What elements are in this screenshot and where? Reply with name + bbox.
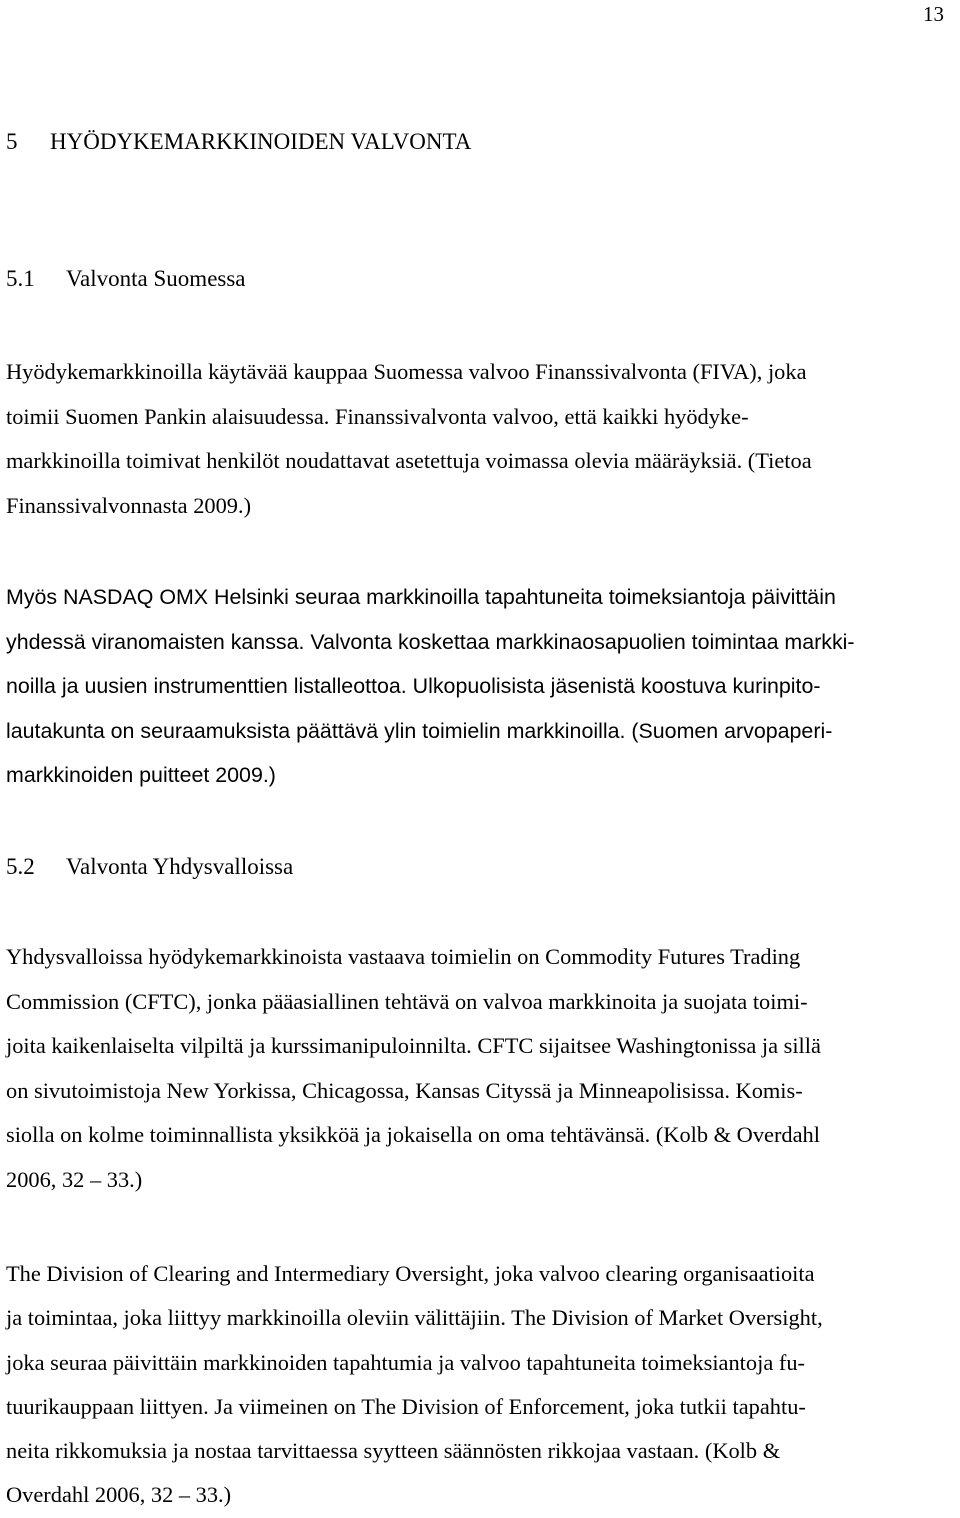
paragraph-line: markkinoilla toimivat henkilöt noudattavat asetettuja voimassa olevia määräyksiä. (Tietoa bbox=[6, 448, 812, 473]
paragraph-divisions bbox=[6, 1252, 954, 1518]
paragraph-line: joita kaikenlaiselta vilpiltä ja kurssimanipuloinnilta. CFTC sijaitsee Washingtonissa ja sillä bbox=[6, 1033, 821, 1059]
section-heading-5-2 bbox=[6, 853, 293, 881]
paragraph-line: Finanssivalvonnasta 2009.) bbox=[6, 492, 252, 518]
paragraph-line: 2006, 32 – 33.) bbox=[6, 1166, 143, 1192]
paragraph-cftc bbox=[6, 935, 954, 1203]
paragraph-fiva bbox=[6, 350, 954, 528]
paragraph-line: toimii Suomen Pankin alaisuudessa. Finanssivalvonta valvoo, että kaikki hyödyke- bbox=[6, 403, 749, 429]
paragraph-line: Yhdysvalloissa hyödykemarkkinoista vastaava toimielin on Commodity Futures Trading bbox=[6, 944, 801, 969]
paragraph-line: noilla ja uusien instrumenttien listalleottoa. Ulkopuolisista jäsenistä koostuva kurinpito- bbox=[6, 674, 821, 698]
paragraph-line: siolla on kolme toiminnallista yksikköä ja jokaisella on oma tehtävänsä. (Kolb & Overdahl bbox=[6, 1122, 820, 1148]
paragraph-line: The Division of Clearing and Intermediary Oversight, joka valvoo clearing organisaatioita bbox=[6, 1261, 815, 1286]
section-number: 5.1 bbox=[6, 266, 35, 291]
section-heading-5-1 bbox=[6, 265, 246, 293]
paragraph-line: markkinoiden puitteet 2009.) bbox=[6, 763, 276, 787]
paragraph-nasdaq bbox=[6, 575, 954, 798]
section-number: 5.2 bbox=[6, 854, 35, 879]
paragraph-line: Commission (CFTC), jonka pääasiallinen tehtävä on valvoa markkinoita ja suojata toimi- bbox=[6, 988, 808, 1014]
paragraph-line: lautakunta on seuraamuksista päättävä ylin toimielin markkinoilla. (Suomen arvopaperi- bbox=[6, 718, 833, 743]
paragraph-line: on sivutoimistoja New Yorkissa, Chicagossa, Kansas Cityssä ja Minneapolisissa. Komis- bbox=[6, 1077, 803, 1103]
page-number: 13 bbox=[923, 2, 944, 26]
section-title: Valvonta Yhdysvalloissa bbox=[66, 854, 294, 879]
chapter-number: 5 bbox=[6, 129, 18, 154]
paragraph-line: tuurikauppaan liittyen. Ja viimeinen on The Division of Enforcement, joka tutkii tapahtu- bbox=[6, 1393, 806, 1419]
paragraph-line: joka seuraa päivittäin markkinoiden tapahtumia ja valvoo tapahtuneita toimeksiantoja fu- bbox=[6, 1349, 805, 1375]
paragraph-line: Myös NASDAQ OMX Helsinki seuraa markkinoilla tapahtuneita toimeksiantoja päivittäin bbox=[6, 585, 836, 609]
paragraph-line: yhdessä viranomaisten kanssa. Valvonta koskettaa markkinaosapuolien toimintaa markki- bbox=[6, 629, 855, 654]
paragraph-line: ja toimintaa, joka liittyy markkinoilla oleviin välittäjiin. The Division of Market Oversight, bbox=[6, 1305, 823, 1331]
section-title: Valvonta Suomessa bbox=[66, 266, 246, 291]
chapter-title: HYÖDYKEMARKKINOIDEN VALVONTA bbox=[50, 129, 472, 154]
paragraph-line: neita rikkomuksia ja nostaa tarvittaessa syytteen säännösten rikkojaa vastaan. (Kolb & bbox=[6, 1438, 781, 1464]
chapter-heading bbox=[6, 128, 471, 156]
paragraph-line: Hyödykemarkkinoilla käytävää kauppaa Suomessa valvoo Finanssivalvonta (FIVA), joka bbox=[6, 359, 807, 384]
paragraph-line: Overdahl 2006, 32 – 33.) bbox=[6, 1482, 232, 1508]
